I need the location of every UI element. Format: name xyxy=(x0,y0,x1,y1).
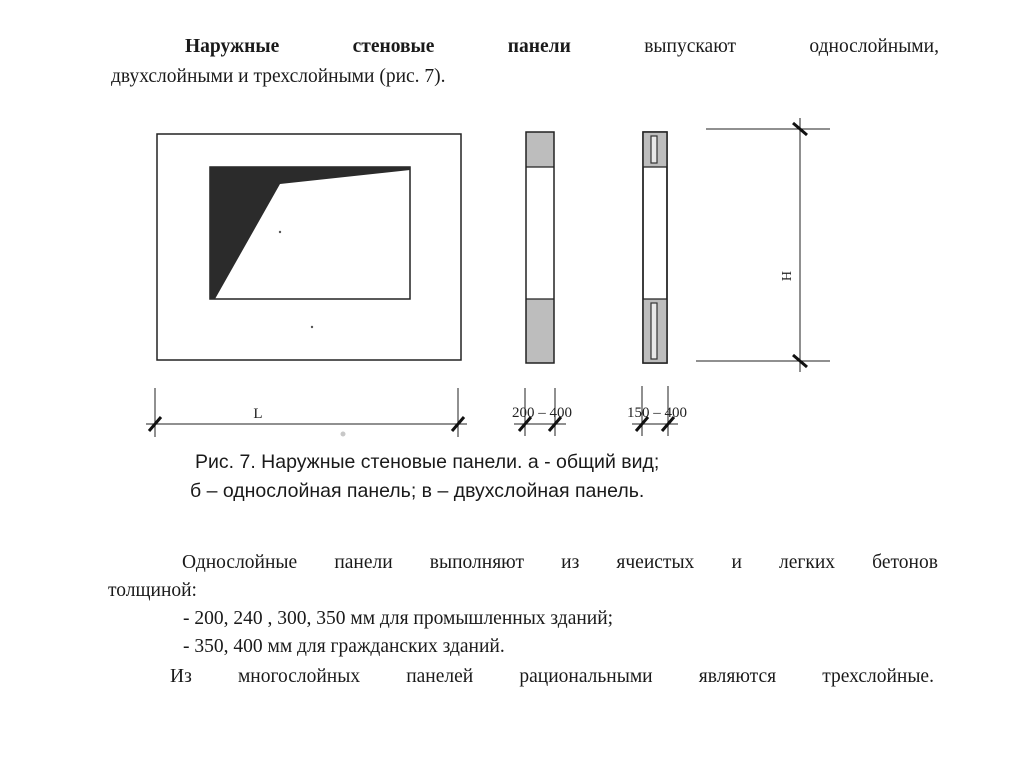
body-word: являются xyxy=(698,666,777,687)
body-list-item-1: - 200, 240 , 300, 350 мм для промышленных зданий; xyxy=(183,608,614,629)
body-para-1-line-2: толщиной: xyxy=(108,580,197,601)
body-word: выполняют xyxy=(429,552,525,573)
body-word: ячеистых xyxy=(616,552,695,573)
window-hatch xyxy=(210,167,410,299)
body-word: и xyxy=(731,552,742,573)
intro-word: выпускают xyxy=(644,36,737,57)
single-layer-panel xyxy=(526,132,554,363)
body-para-1-line-1 xyxy=(182,552,938,574)
panel-general-view xyxy=(157,134,461,437)
label-length: L xyxy=(253,406,263,422)
intro-line-2: двухслойными и трехслойными (рис. 7). xyxy=(111,66,446,87)
body-word: Из xyxy=(170,666,192,687)
dimension-length xyxy=(146,388,467,437)
figure-caption-line-2: б – однослойная панель; в – двухслойная панель. xyxy=(190,480,645,502)
label-height: H xyxy=(780,270,795,282)
intro-word: стеновые xyxy=(352,36,435,57)
body-word: многослойных xyxy=(237,666,361,687)
figure-caption-line-1: Рис. 7. Наружные стеновые панели. а - общий вид; xyxy=(195,451,660,473)
double-layer-panel xyxy=(643,132,667,363)
body-word: панелей xyxy=(406,666,474,687)
body-word: из xyxy=(561,552,580,573)
intro-word: Наружные xyxy=(185,36,280,57)
body-word: Однослойные xyxy=(182,552,298,573)
intro-word: панели xyxy=(507,36,571,57)
dimension-height xyxy=(696,118,830,372)
body-word: панели xyxy=(334,552,393,573)
body-word: рациональными xyxy=(519,666,653,687)
body-word: трехслойные. xyxy=(822,666,934,687)
intro-word: однослойными, xyxy=(809,36,939,57)
body-para-2 xyxy=(170,666,934,688)
body-word: легких xyxy=(779,552,836,573)
body-word: бетонов xyxy=(872,552,938,573)
label-thickness-double: 150 – 400 xyxy=(627,405,687,421)
label-thickness-single: 200 – 400 xyxy=(512,405,572,421)
body-list-item-2: - 350, 400 мм для гражданских зданий. xyxy=(183,636,505,657)
